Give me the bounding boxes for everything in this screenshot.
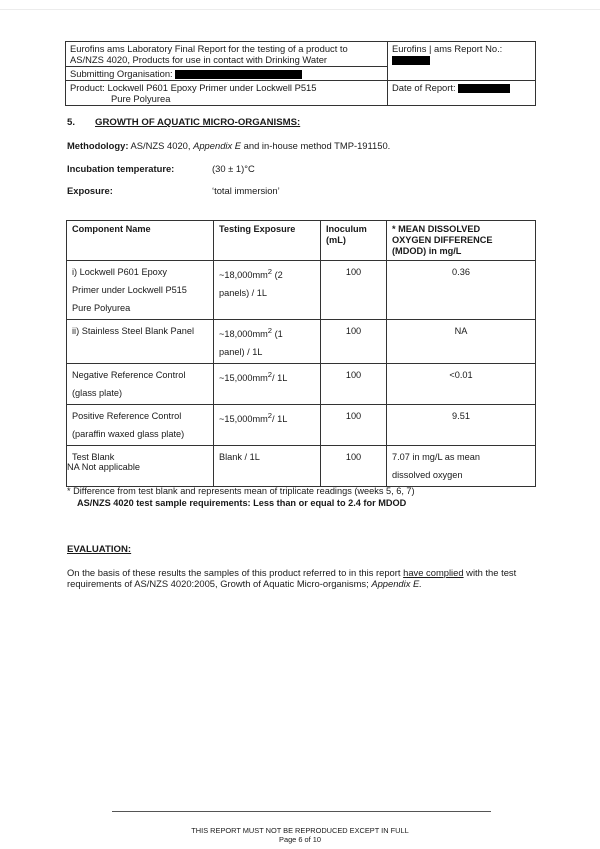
row4-mdod: 9.51 [387, 405, 536, 446]
row3-exposure: $\sim 15,000mm^2/$ 1L [214, 364, 321, 405]
header-mdod: * MEAN DISSOLVED OXYGEN DIFFERENCE (MDOD) in mg/L [387, 221, 536, 261]
top-divider [0, 9, 600, 10]
row4-inoculum: 100 [321, 405, 387, 446]
requirement-note: AS/NZS 4020 test sample requirements: Less than or equal to 2.4 for MDOD [77, 498, 407, 508]
header-exposure: Testing Exposure [214, 221, 321, 261]
table-header-row [67, 221, 536, 261]
row5-exposure: Blank / 1L [214, 446, 321, 487]
table-row [67, 405, 536, 446]
row4-component: Positive Reference Control (paraffin waxed glass plate) [67, 405, 214, 446]
row1-inoculum: 100 [321, 261, 387, 320]
row4-exposure: $\sim 15,000mm^2/$ 1L [214, 405, 321, 446]
table-row [67, 364, 536, 405]
submitting-org-label: Submitting Organisation: [70, 68, 173, 79]
methodology-text-italic: Appendix E [193, 140, 242, 151]
report-number-label: Eurofins | ams Report No.: [392, 43, 503, 54]
report-title-cell [66, 42, 388, 67]
row5-mdod: 7.07 in mg/L as mean dissolved oxygen [387, 446, 536, 487]
report-title-line2: AS/NZS 4020, Products for use in contact with Drinking Water [70, 54, 328, 65]
table-row [67, 320, 536, 364]
row5-inoculum: 100 [321, 446, 387, 487]
evaluation-text: On the basis of these results the samples of this product referred to in this report have complied with the test requirements of AS/NZS 4020:2005, Growth of Aquatic Micro-organisms; Appendix E. [67, 567, 517, 589]
product-line2: Pure Polyurea [111, 93, 171, 105]
footer-notice: THIS REPORT MUST NOT BE REPRODUCED EXCEPT IN FULL [191, 826, 409, 835]
row2-exposure: $\sim 18,000mm^2$ (1 panel) / 1L [214, 320, 321, 364]
report-number-cell [388, 42, 536, 81]
row2-mdod: NA [387, 320, 536, 364]
footnote: * Difference from test blank and represents mean of triplicate readings (weeks 5, 6, 7) [67, 486, 415, 496]
row3-component: Negative Reference Control (glass plate) [67, 364, 214, 405]
methodology-label: Methodology: [67, 140, 129, 151]
report-date-label: Date of Report: [392, 82, 456, 94]
section-title: GROWTH OF AQUATIC MICRO-ORGANISMS: [95, 117, 301, 128]
section-number: 5. [67, 117, 76, 128]
methodology-text-pre: AS/NZS 4020, [130, 140, 191, 151]
exposure-label: Exposure: [67, 185, 113, 196]
row1-exposure: $\sim 18,000mm^2$ (2 panels) / 1L [214, 261, 321, 320]
incubation-label: Incubation temperature: [67, 163, 175, 174]
redacted-report-date [458, 84, 510, 93]
exposure-value: ‘total immersion’ [212, 185, 280, 196]
methodology-line [67, 140, 390, 151]
table-row [67, 261, 536, 320]
na-note: NA Not applicable [67, 462, 141, 472]
row2-inoculum: 100 [321, 320, 387, 364]
product-line1: Product: Lockwell P601 Epoxy Primer under Lockwell P515 [70, 82, 317, 94]
section-heading [67, 117, 300, 128]
page-number: Page 6 of 10 [279, 835, 321, 844]
incubation-value: (30 ± 1)°C [212, 163, 255, 174]
evaluation-heading: EVALUATION: [67, 544, 132, 555]
report-title-line1: Eurofins ams Laboratory Final Report for the testing of a product to [70, 43, 348, 54]
footer-divider [112, 811, 491, 812]
row3-inoculum: 100 [321, 364, 387, 405]
row5-component: Test Blank [67, 446, 214, 487]
row1-mdod: 0.36 [387, 261, 536, 320]
results-table [66, 220, 536, 487]
redacted-organisation [175, 70, 302, 79]
header-inoculum: Inoculum (mL) [321, 221, 387, 261]
row3-mdod: <0.01 [387, 364, 536, 405]
row1-component: i) Lockwell P601 Epoxy Primer under Lockwell P515 Pure Polyurea [67, 261, 214, 320]
methodology-text-post: and in-house method TMP-191150. [243, 140, 391, 151]
product-cell [66, 81, 388, 106]
complied-text: have complied [403, 567, 464, 578]
report-header-table [65, 41, 536, 106]
redacted-report-number [392, 56, 430, 65]
header-component: Component Name [67, 221, 214, 261]
report-date-cell [388, 81, 536, 106]
row2-component: ii) Stainless Steel Blank Panel [67, 320, 214, 364]
submitting-org-cell [66, 67, 388, 81]
